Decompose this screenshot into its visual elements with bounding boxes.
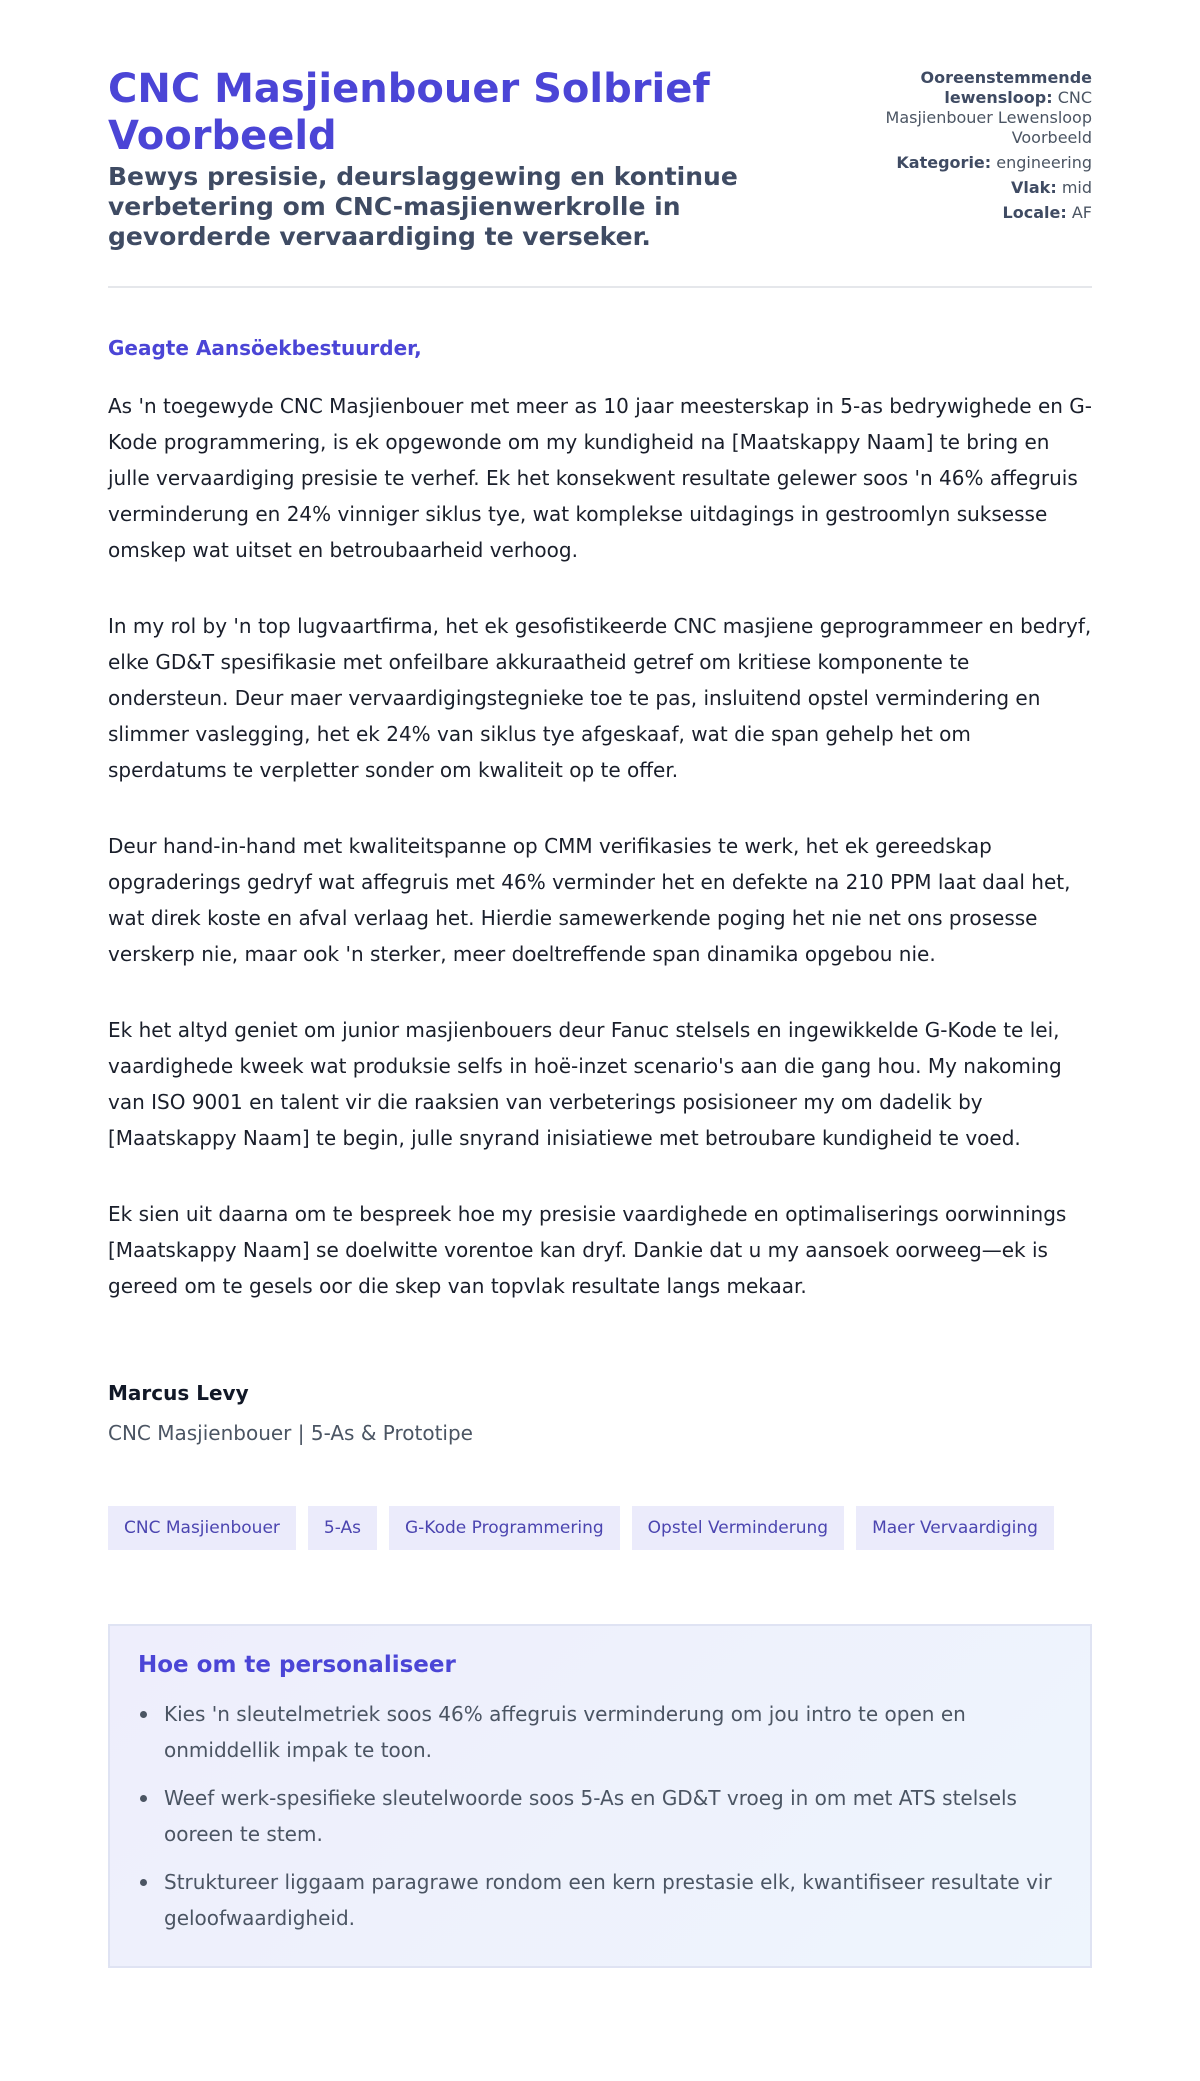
bullet-icon: [140, 1711, 147, 1718]
tag-cnc-masjienbouer: CNC Masjienbouer: [108, 1506, 296, 1550]
tips-item-text: Kies 'n sleutelmetriek soos 46% affegruis verminderung om jou intro te open en onmiddellik impak te toon.: [164, 1702, 966, 1762]
signature-name: Marcus Levy: [108, 1381, 249, 1405]
meta-locale: [852, 203, 1092, 223]
bullet-icon: [140, 1879, 147, 1886]
letter-paragraph: As 'n toegewyde CNC Masjienbouer met meer as 10 jaar meesterskap in 5-as bedrywighede en G-Kode programmering, is ek opgewonde om my kundigheid na [Maatskappy Naam] te bring en julle vervaardiging presisie te verhef. Ek het konsekwent resultate gelewer soos 'n 46% affegruis verminderung en 24% vinniger siklus tye, wat komplekse uitdagings in gestroomlyn suksesse omskep wat uitset en betroubaarheid verhoog.: [108, 394, 1092, 562]
keyword-tags: [108, 1506, 1092, 1550]
letter-paragraph: Deur hand-in-hand met kwaliteitspanne op CMM verifikasies te werk, het ek gereedskap opgraderings gedryf wat affegruis met 46% verminder het en defekte na 210 PPM laat daal het, wat direk koste en afval verlaag het. Hierdie samewerkende poging het nie net ons prosesse verskerp nie, maar ook 'n sterker, meer doeltreffende span dinamika opgebou nie.: [108, 834, 1071, 966]
page-subtitle: Bewys presisie, deurslaggewing en kontinue verbetering om CNC-masjienwerkrolle in gevorderde vervaardiging te verseker.: [108, 162, 738, 251]
meta-category: [852, 153, 1092, 173]
meta-level: [852, 178, 1092, 198]
header-titles: [108, 66, 788, 252]
meta-matching-resume-label: Ooreenstemmende lewensloop:: [920, 68, 1092, 107]
letter-paragraph: Ek sien uit daarna om te bespreek hoe my presisie vaardighede en optimaliserings oorwinnings [Maatskappy Naam] se doelwitte vorentoe kan dryf. Dankie dat u my aansoek oorweeg—ek is gereed om te gesels oor die skep van topvlak resultate langs mekaar.: [108, 1202, 1067, 1298]
tag-g-kode-programmering: G-Kode Programmering: [389, 1506, 620, 1550]
page-title: CNC Masjienbouer Solbrief Voorbeeld: [108, 66, 710, 159]
tips-item-text: Weef werk-spesifieke sleutelwoorde soos 5-As en GD&T vroeg in om met ATS stelsels ooreen te stem.: [164, 1786, 1017, 1846]
meta-panel: [852, 66, 1092, 228]
meta-locale-label: Locale:: [1002, 203, 1067, 222]
meta-matching-resume-value: CNC Masjienbouer Lewensloop Voorbeeld: [885, 88, 1092, 147]
tag-maer-vervaardiging: Maer Vervaardiging: [856, 1506, 1054, 1550]
meta-category-label: Kategorie:: [896, 153, 992, 172]
personalization-tips-box: [108, 1624, 1092, 1968]
tips-item: [138, 1864, 1062, 1936]
tips-item-text: Struktureer liggaam paragrawe rondom een kern prestasie elk, kwantifiseer resultate vir geloofwaardigheid.: [164, 1870, 1052, 1930]
tag-opstel-verminderung: Opstel Verminderung: [632, 1506, 844, 1550]
tips-item: [138, 1780, 1062, 1852]
signature-role: CNC Masjienbouer | 5-As & Prototipe: [108, 1421, 473, 1445]
letter-paragraph: Ek het altyd geniet om junior masjienbouers deur Fanuc stelsels en ingewikkelde G-Kode te lei, vaardighede kweek wat produksie selfs in hoë-inzet scenario's aan die gang hou. My nakoming van ISO 9001 en talent vir die raaksien van verbeterings posisioneer my om dadelik by [Maatskappy Naam] te begin, julle snyrand inisiatiewe met betroubare kundigheid te voed.: [108, 1018, 1062, 1150]
signature-block: [108, 1380, 1092, 1446]
meta-level-value: mid: [1061, 178, 1092, 197]
tips-title: Hoe om te personaliseer: [138, 1652, 456, 1678]
letter-paragraph: In my rol by 'n top lugvaartfirma, het ek gesofistikeerde CNC masjiene geprogrammeer en bedryf, elke GD&T spesifikasie met onfeilbare akkuraatheid getref om kritiese komponente te ondersteun. Deur maer vervaardigingstegnieke toe te pas, insluitend opstel vermindering en slimmer vaslegging, het ek 24% van siklus tye afgeskaaf, wat die span gehelp het om sperdatums te verpletter sonder om kwaliteit op te offer.: [108, 614, 1092, 782]
tips-list: [138, 1696, 1062, 1936]
letter-paragraphs: [108, 388, 1092, 1304]
letter-body: [108, 336, 1092, 1446]
tips-item: [138, 1696, 1062, 1768]
meta-category-value: engineering: [996, 153, 1092, 172]
page-header: [108, 66, 1092, 288]
meta-matching-resume: [852, 68, 1092, 148]
bullet-icon: [140, 1795, 147, 1802]
salutation: Geagte Aansöekbestuurder,: [108, 336, 422, 360]
meta-locale-value: AF: [1071, 203, 1092, 222]
tag-5-as: 5-As: [308, 1506, 377, 1550]
meta-level-label: Vlak:: [1011, 178, 1057, 197]
